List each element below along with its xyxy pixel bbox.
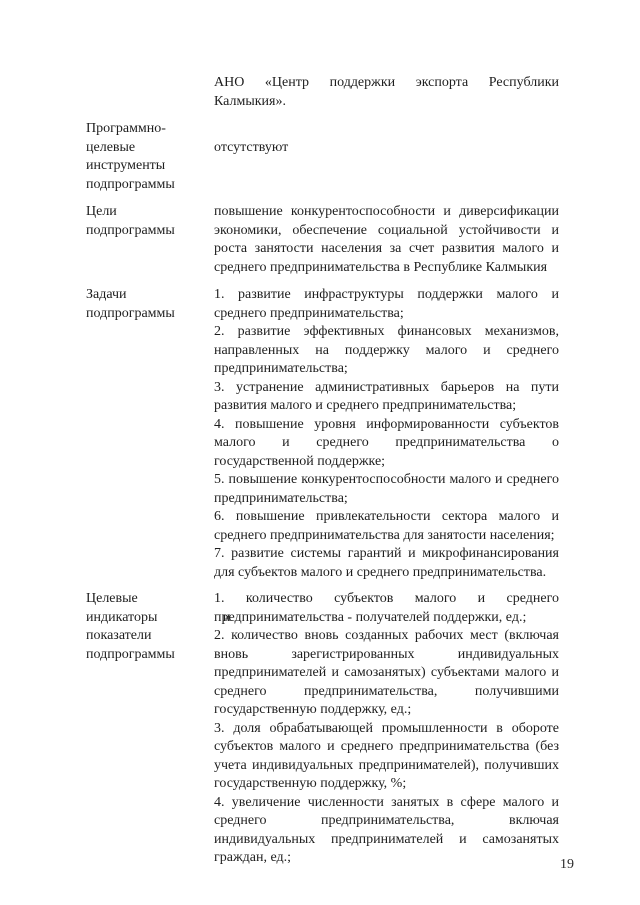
label-line: Программно-: [86, 121, 166, 136]
label-line: подпрограммы: [86, 646, 175, 662]
label-line: целевые: [86, 139, 136, 155]
indicator-item: 4. увеличение численности занятых в сфере малого и среднего предпринимательства, включая индивидуальных предпринимателей и самозанятых граждан, ед.;: [214, 794, 559, 865]
label-line: Цели: [86, 204, 117, 219]
label-line: Задачи: [86, 287, 127, 302]
instruments-text: отсутствуют: [214, 140, 289, 155]
task-item: 7. развитие системы гарантий и микрофинансирования для субъектов малого и среднего предпринимательства.: [214, 546, 559, 580]
row-executor: [86, 74, 572, 111]
goals-text: повышение конкурентоспособности и диверсификации экономики, обеспечение социальной устойчивости и роста занятости населения за счет развития малого и среднего предпринимательства в Республике Калмыкия: [214, 204, 559, 275]
label-line: индикаторы и: [86, 609, 231, 625]
indicator-item: 1. количество субъектов малого и среднего предпринимательства - получателей поддержки, ед.;: [214, 591, 559, 625]
label-line: подпрограммы: [86, 305, 175, 321]
row-value-executor: [214, 74, 559, 111]
row-label-tasks: [86, 286, 214, 323]
row-label-instruments: [86, 120, 214, 194]
row-value-goals: [214, 203, 559, 277]
indicator-item: 2. количество вновь созданных рабочих мест (включая вновь зарегистрированных индивидуальных предпринимателей и самозанятых) субъектами малого и среднего предпринимательства, получившими государственную поддержку, ед.;: [214, 628, 559, 717]
page-number: 19: [560, 857, 574, 872]
label-line: подпрограммы: [86, 222, 175, 238]
task-item: 5. повышение конкурентоспособности малого и среднего предпринимательства;: [214, 472, 559, 506]
row-label-goals: [86, 203, 214, 240]
row-goals: [86, 203, 572, 277]
row-indicators: [86, 590, 572, 868]
row-value-tasks: [214, 286, 559, 582]
task-item: 1. развитие инфраструктуры поддержки малого и среднего предпринимательства;: [214, 287, 559, 321]
passport-table: [86, 74, 572, 868]
task-item: 3. устранение административных барьеров на пути развития малого и среднего предпринимательства;: [214, 379, 559, 413]
label-line: показатели: [86, 628, 152, 643]
task-item: 2. развитие эффективных финансовых механизмов, направленных на поддержку малого и среднего предпринимательства;: [214, 324, 559, 376]
label-line: подпрограммы: [86, 176, 175, 192]
label-line: инструменты: [86, 158, 166, 173]
row-value-instruments: [214, 120, 559, 158]
row-tasks: [86, 286, 572, 582]
row-value-indicators: [214, 590, 559, 868]
row-label-indicators: [86, 590, 231, 664]
row-instruments: [86, 120, 572, 194]
task-item: 4. повышение уровня информированности субъектов малого и среднего предпринимательства о государственной поддержке;: [214, 416, 559, 469]
label-line: Целевые: [86, 591, 138, 606]
task-item: 6. повышение привлекательности сектора малого и среднего предпринимательства для занятости населения;: [214, 509, 559, 543]
indicator-item: 3. доля обрабатывающей промышленности в обороте субъектов малого и среднего предпринимательства (без учета индивидуальных предпринимателей), получивших государственную поддержку, %;: [214, 720, 559, 791]
executor-text: АНО «Центр поддержки экспорта Республики Калмыкия».: [214, 75, 559, 109]
